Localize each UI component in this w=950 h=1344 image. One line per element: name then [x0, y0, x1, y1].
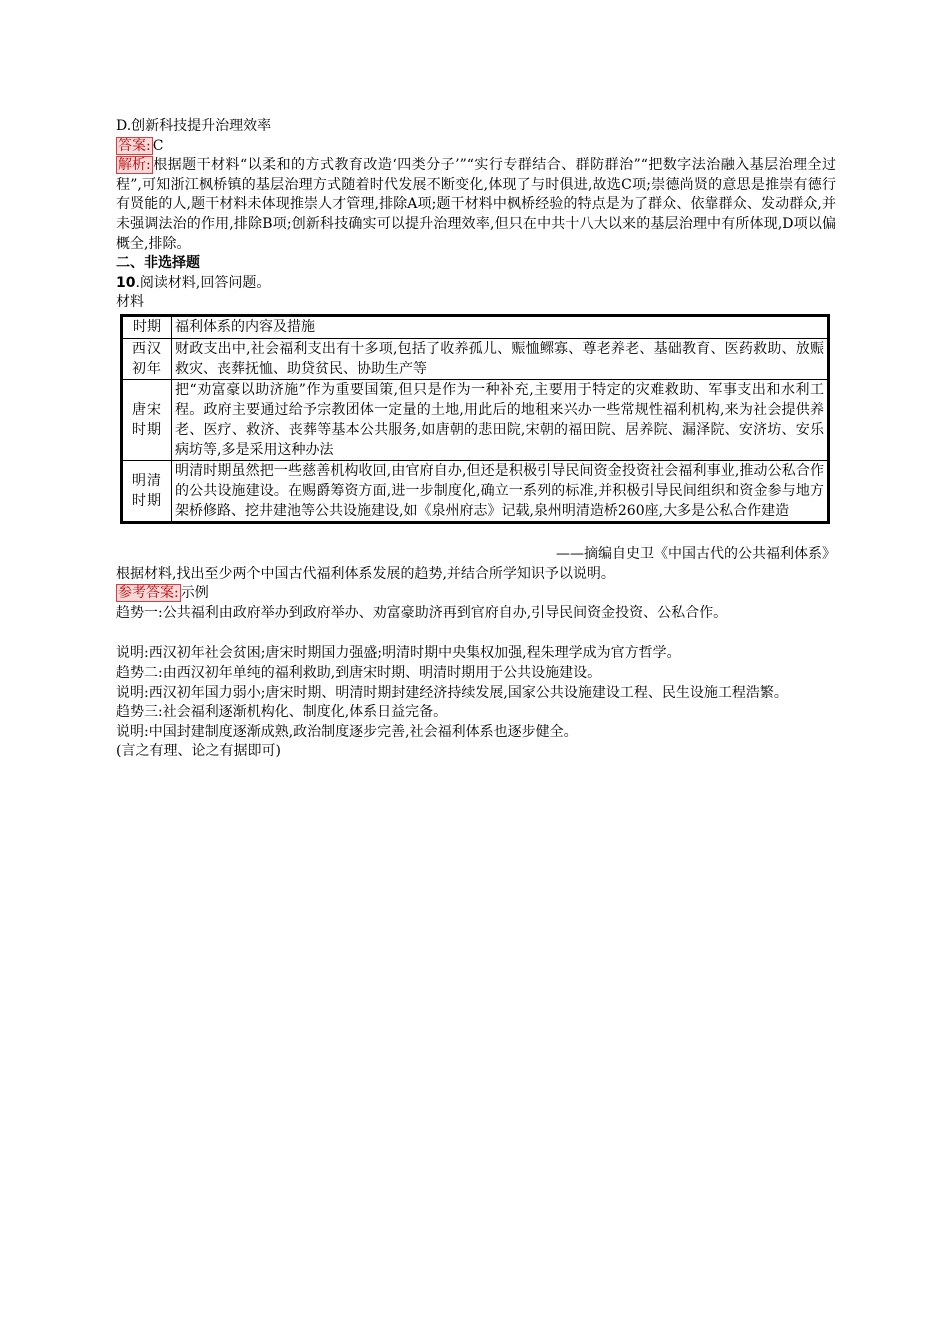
header-period: 时期	[122, 315, 172, 338]
source-citation: ——摘编自史卫《中国古代的公共福利体系》	[556, 545, 836, 562]
analysis	[116, 156, 836, 254]
period-cell: 西汉初年	[122, 338, 172, 379]
content-cell: 明清时期虽然把一些慈善机构收回,由官府自办,但还是积极引导民间资金投资社会福利事业,推动公私合作的公共设施建设。在赐爵筹资方面,进一步制度化,确立一系列的标准,并积极引导民间组织和资金参与地方架桥修路、挖井建池等公共设施建设,如《泉州府志》记载,泉州明清造桥260座,大多是公私合作建造	[172, 460, 829, 522]
content-cell: 财政支出中,社会福利支出有十多项,包括了收养孤儿、赈恤鳏寡、尊老养老、基础教育、医药救助、放赈救灾、丧葬抚恤、助贷贫民、协助生产等	[172, 338, 829, 379]
explain-3: 说明:中国封建制度逐渐成熟,政治制度逐步完善,社会福利体系也逐步健全。	[116, 723, 578, 740]
section-title: 二、非选择题	[116, 255, 200, 272]
table-header-row	[122, 315, 829, 338]
answer-label: 答案:	[118, 137, 151, 154]
grading-note: (言之有理、论之有据即可)	[116, 743, 281, 760]
trend-3: 趋势三:社会福利逐渐机构化、制度化,体系日益完备。	[116, 704, 448, 721]
answer-line	[116, 137, 836, 157]
explain-1: 说明:西汉初年社会贫困;唐宋时期国力强盛;明清时期中央集权加强,程朱理学成为官方哲学。	[116, 645, 681, 662]
explain-2: 说明:西汉初年国力弱小;唐宋时期、明清时期封建经济持续发展,国家公共设施建设工程、民生设施工程浩繁。	[116, 684, 788, 701]
option-d: D.创新科技提升治理效率	[116, 118, 272, 134]
reference-intro: 示例	[180, 585, 209, 602]
welfare-table	[120, 314, 830, 524]
spacer	[116, 623, 836, 644]
material-label: 材料	[116, 294, 144, 311]
trend-2: 趋势二:由西汉初年单纯的福利救助,到唐宋时期、明清时期用于公共设施建设。	[116, 664, 602, 681]
table-row	[122, 379, 829, 460]
table-row	[122, 460, 829, 522]
document-body	[116, 117, 836, 762]
table-row	[122, 338, 829, 379]
answer-value: C	[152, 137, 164, 154]
analysis-text: 根据题干材料“以柔和的方式教育改造‘四类分子’”“实行专群结合、群防群治”“把数字法治融入基层治理全过程”,可知浙江枫桥镇的基层治理方式随着时代发展不断变化,体现了与时俱进,故选C项;崇德尚贤的意思是推崇有德行有贤能的人,题干材料未体现推崇人才管理,排除A项;题干材料中枫桥经验的特点是为了群众、依靠群众、发动群众,并未强调法治的作用,排除B项;创新科技确实可以提升治理效率,但只在中共十八大以来的基层治理中有所体现,D项以偏概全,排除。	[116, 157, 836, 252]
header-content: 福利体系的内容及措施	[172, 315, 829, 338]
question-line	[116, 274, 836, 294]
question-prompt: 根据材料,找出至少两个中国古代福利体系发展的趋势,并结合所学知识予以说明。	[116, 565, 615, 582]
trend-1: 趋势一:公共福利由政府举办到政府举办、劝富豪助济再到官府自办,引导民间资金投资、公私合作。	[116, 604, 728, 621]
question-text: .阅读材料,回答问题。	[135, 274, 271, 291]
content-cell: 把“劝富豪以助济施”作为重要国策,但只是作为一种补充,主要用于特定的灾难救助、军事支出和水利工程。政府主要通过给予宗教团体一定量的土地,用此后的地租来兴办一些常规性福利机构,来为社会提供养老、医疗、救济、丧葬等基本公共服务,如唐朝的悲田院,宋朝的福田院、居养院、漏泽院、安济坊、安乐病坊等,多是采用这种办法	[172, 379, 829, 460]
reference-label: 参考答案:	[118, 585, 179, 602]
period-cell: 明清时期	[122, 460, 172, 522]
analysis-label: 解析:	[118, 157, 151, 174]
period-cell: 唐宋时期	[122, 379, 172, 460]
question-number: 10	[116, 274, 136, 291]
reference-answer-line	[116, 584, 836, 604]
